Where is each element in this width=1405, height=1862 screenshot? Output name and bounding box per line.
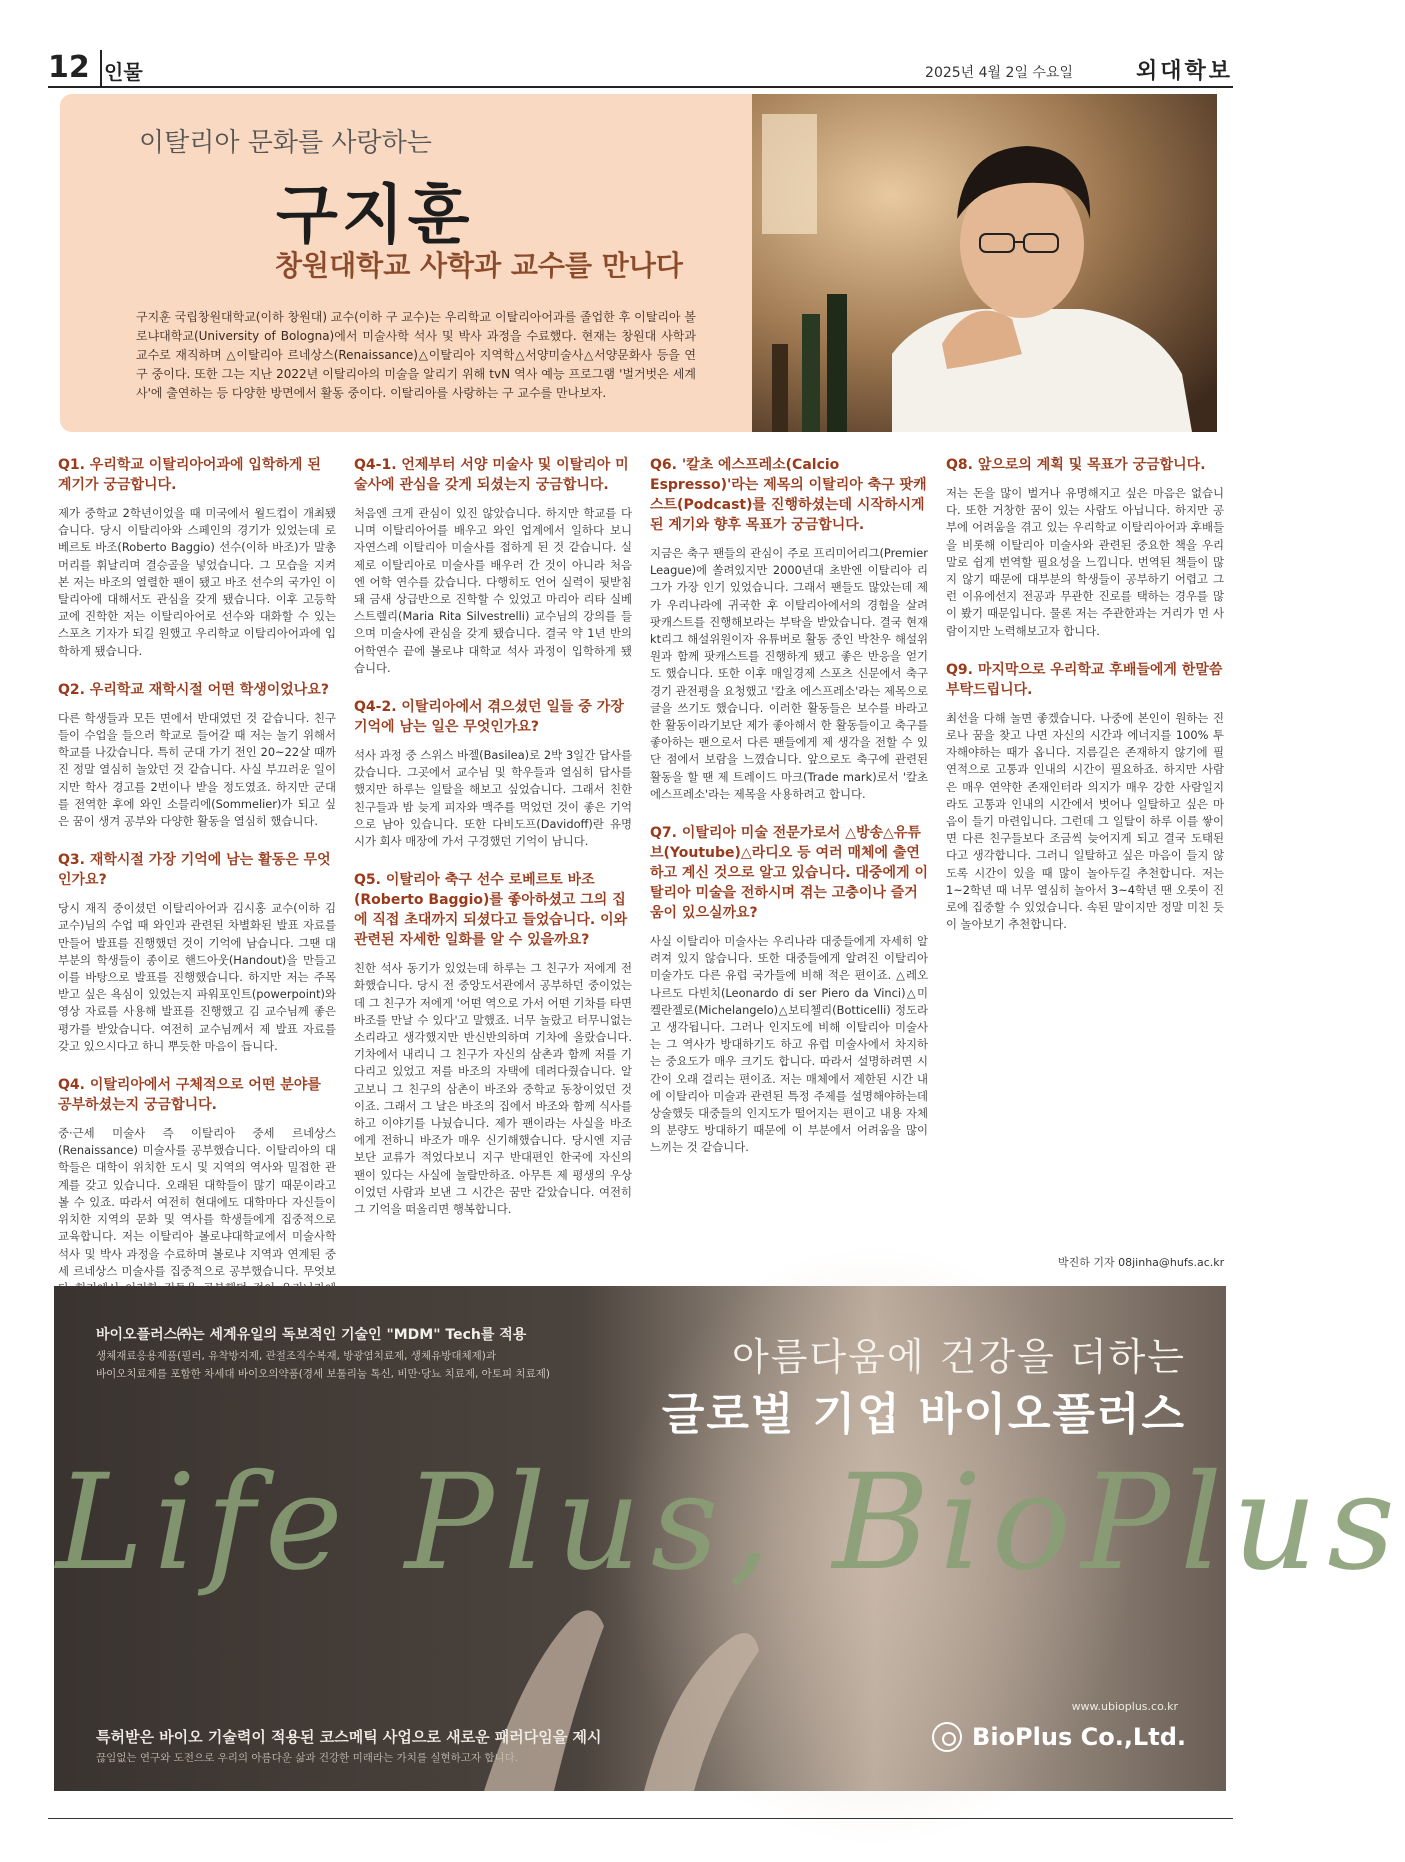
question: Q7. 이탈리아 미술 전문가로서 △방송△유튜브(Youtube)△라디오 등 여러 매체에 출연하고 계신 것으로 알고 있습니다. 대중에게 이탈리아 미술을 전하시며 겪는 고충이나 즐거움이 있으실까요? bbox=[650, 825, 928, 922]
bioplus-logo-icon bbox=[932, 1722, 962, 1752]
question: Q6. '칼초 에스프레소(Calcio Espresso)'라는 제목의 이탈리아 축구 팟캐스트(Podcast)를 진행하셨는데 시작하시게 된 계기와 향후 목표가 궁금합니다. bbox=[650, 457, 927, 533]
column-3 bbox=[650, 455, 928, 1260]
hero-name: 구지훈 bbox=[276, 179, 474, 253]
question: Q4-2. 이탈리아에서 겪으셨던 일들 중 가장 기억에 남는 일은 무엇인가요? bbox=[354, 699, 624, 736]
column-4 bbox=[946, 455, 1224, 1260]
issue-date: 2025년 4월 2일 수요일 bbox=[925, 65, 1073, 81]
hero-intro: 구지훈 국립창원대학교(이하 창원대) 교수(이하 구 교수)는 우리학교 이탈리아어과를 졸업한 후 이탈리아 볼로냐대학교(University of Bologna)에서 미술사학 석사 및 박사 과정을 수료했다. 현재는 창원대 사학과 교수로 재직하며 △이탈리아 르네상스(Renaissance)△이탈리아 지역학△서양미술사△서양문화사 등을 연구 중이다. 또한 그는 지난 2022년 이탈리아의 미술을 알리기 위해 tvN 역사 예능 프로그램 '벌거벗은 세계사'에 출연하는 등 다양한 방면에서 활동 중이다. 이탈리아를 사랑하는 구 교수를 만나보자. bbox=[136, 310, 696, 400]
portrait-photo bbox=[752, 94, 1217, 432]
ad-url: www.ubioplus.co.kr bbox=[1071, 1700, 1178, 1713]
page-header bbox=[48, 50, 1233, 88]
hero-banner bbox=[60, 94, 1217, 432]
answer: 중·근세 미술사 즉 이탈리아 중세 르네상스(Renaissance) 미술사를 공부했습니다. 이탈리아의 대학들은 대학이 위치한 도시 및 지역의 역사와 밀접한 관계를 갖고 있습니다. 오래된 대학들이 많기 때문이라고 볼 수 있죠. 따라서 여전히 현대에도 대학마다 자신들이 위치한 지역의 문화 및 역사를 학생들에게 집중적으로 교육합니다. 저는 이탈리아 볼로냐대학교에서 미술사학 석사 및 박사 과정을 수료하며 볼로냐 지역과 연계된 중세 르네상스 미술사를 집중적으로 공부했습니다. 무엇보 bbox=[58, 1126, 336, 1278]
question: Q4. 이탈리아에서 구체적으로 어떤 분야를 공부하셨는지 궁금합니다. bbox=[58, 1077, 321, 1114]
ad-bottom-headline: 특허받은 바이오 기술력이 적용된 코스메틱 사업으로 새로운 패러다임을 제시 bbox=[96, 1728, 602, 1746]
bottom-rule bbox=[48, 1818, 1233, 1819]
ad-products-2: 바이오치료제를 포함한 차세대 바이오의약품(경세 보툴리눔 톡신, 비만·당뇨 치료제, 아토피 치료제) bbox=[96, 1368, 550, 1380]
ad-products: 생체재료응용제품(필러, 유착방지제, 관절조직수복재, 방광염치료제, 생체유방대체제)과 bbox=[96, 1350, 497, 1362]
page-number: 12 bbox=[48, 50, 102, 86]
question: Q9. 마지막으로 우리학교 후배들에게 한말씀 부탁드립니다. bbox=[946, 661, 1223, 698]
question: Q5. 이탈리아 축구 선수 로베르토 바조(Roberto Baggio)를 좋아하셨고 그의 집에 직접 초대까지 되셨다고 들었습니다. 이와 관련된 자세한 일화를 알 수 있을까요? bbox=[354, 872, 628, 949]
question: Q2. 우리학교 재학시절 어떤 학생이었나요? bbox=[58, 681, 329, 698]
column-2 bbox=[354, 455, 632, 1260]
answer: 친한 석사 동기가 있었는데 하루는 그 친구가 저에게 전화했습니다. 당시 전 중앙도서관에서 공부하던 중이었는데 그 친구가 저에게 '어떤 역으로 가서 어떤 기차를 타면 바조를 만날 수 있다'고 말했죠. 너무 놀랐고 터무니없는 소리라고 생각했지만 반신반의하며 기차에 올랐습니다. 기차에서 내리니 그 친구가 자신의 삼촌과 함께 저를 기다리고 있었고 저를 바조의 자택에 데려다줬습니다. 알고보니 그 친구의 삼촌이 바조와 중학교 동창이었던 것이죠. 그래서 그 날은 바조의 집에서 바조와 함께 식사를 하고 이야기를 나눴습니다. 제가 팬이라는 사실을 바조에게 전하니 바조가 매우 신기해했습니다. 당시엔 지금보단 교류가 적었다보니 지구 반대편인 한국에 자신의 팬이 있다는 사실에 놀랄만하죠. 아무튼 제 평생의 우상이었던 사람과 보낸 그 시간은 꿈만 같았습니다. 여전히 그 기억을 떠올리면 행복합니다. bbox=[354, 961, 632, 1217]
hero-subtitle: 창원대학교 사학과 교수를 만나다 bbox=[275, 249, 683, 282]
ad-tagline: 바이오플러스㈜는 세계유일의 독보적인 기술인 "MDM" Tech를 적용 bbox=[96, 1327, 527, 1343]
answer: 다른 학생들과 모든 면에서 반대였던 것 같습니다. 친구들이 수업을 들으러 학교로 들어갈 때 저는 놀기 위해서 학교를 나갔습니다. 특히 군대 가기 전인 20~22살 때까진 정말 열심히 놀았던 것 같습니다. 사실 부끄러운 일이지만 학사 경고를 2번이나 받을 정도였죠. 하지만 군대를 전역한 후에 와인 소믈리에(Sommelier)가 되고 싶은 꿈이 생겨 공부와 다양한 활동을 열심히 했습니다. bbox=[58, 710, 336, 829]
question: Q8. 앞으로의 계획 및 목표가 궁금합니다. bbox=[946, 457, 1206, 473]
newspaper-name: 외대학보 bbox=[1135, 58, 1233, 84]
section-name: 인물 bbox=[104, 60, 143, 84]
answer: 저는 돈을 많이 벌거나 유명해지고 싶은 마음은 없습니다. 또한 거창한 꿈이 있는 사람도 아닙니다. 하지만 공부에 어려움을 겪고 있는 우리학교 이탈리아어과 후배들을 비롯해 이탈리아 미술사와 관련된 중요한 책을 우리말로 쉽게 번역할 필요성을 느낍니다. 번역된 책들이 많지 않기 때문에 대부분의 학생들이 공부하기 어렵고 그런 이유에선지 전공과 무관한 진로를 택하는 경우를 많이 봤기 때문입니다. 물론 저는 주관한과는 거리가 먼 사람이지만 노력해보고자 합니다. bbox=[946, 486, 1224, 638]
ad-headline-1: 아름다움에 건강을 더하는 bbox=[732, 1335, 1186, 1379]
question: Q1. 우리학교 이탈리아어과에 입학하게 된 계기가 궁금합니다. bbox=[58, 457, 321, 493]
ad-logo bbox=[932, 1722, 1186, 1752]
ad-headline-2: 글로벌 기업 바이오플러스 bbox=[661, 1389, 1186, 1440]
ad-logo-text: BioPlus Co.,Ltd. bbox=[972, 1723, 1186, 1751]
answer: 처음엔 크게 관심이 있진 않았습니다. 하지만 학교를 다니며 이탈리아어를 배우고 와인 업계에서 일하다 보니 자연스레 이탈리아 미술사를 접하게 된 것 같습니다. 실제로 이탈리아로 미술사를 배우러 간 것이 아니라 처음엔 어학 연수를 갔습니다. 다행히도 언어 실력이 뒷받침돼 금새 상급반으로 진학할 수 있었고 마리아 리타 실베스트렐리(Maria Rita Silvestrelli) 교수님의 강의를 들으며 미술사에 관심을 갖게 됐습니다. 결국 약 1년 반의 어학연수 끝에 볼로냐 대학교 석사 과정이 입학하게 됐습니다. bbox=[354, 506, 632, 675]
answer: 지금은 축구 팬들의 관심이 주로 프리미어리그(Premier League)에 쏠려있지만 2000년대 초반엔 이탈리아 리그가 가장 인기 있었습니다. 그래서 팬들도 많았는데 제가 우리나라에 귀국한 후 이탈리아에서의 경험을 살려 팟캐스트를 진행해보라는 부탁을 받았습니다. 결국 현재 kt리그 해설위원이자 유튜버로 활동 중인 박찬우 해설위원과 함께 팟캐스트를 진행하게 됐고 좋은 반응을 얻기도 했습니다. 또한 이후 매일경제 스포츠 신문에서 축구 경기 관전평을 요청했고 '칼초 에스프레소'라는 제목으로 글을 쓰기도 했습니다. 이러한 활동들은 보수를 바라고 한 활동이라기보단 제가 좋아해서 한 활동들이고 축구를 좋아하는 팬으로서 다른 팬들에게 제 생각을 전할 수 있단 점에서 보람을 느꼈습니다. 앞으로도 축구에 관련된 활동을 할 땐 제 트레이드 마크(Trade mark)로서 '칼초 에스프레소'라는 제목을 사용하려고 합니다. bbox=[650, 546, 928, 801]
question: Q4-1. 언제부터 서양 미술사 및 이탈리아 미술사에 관심을 갖게 되셨는지 궁금합니다. bbox=[354, 457, 629, 493]
hero-kicker: 이탈리아 문화를 사랑하는 bbox=[139, 128, 432, 158]
answer: 최선을 다해 놀면 좋겠습니다. 나중에 본인이 원하는 진로나 꿈을 찾고 나면 자신의 시간과 에너지를 100% 투자해야하는 때가 옵니다. 지름길은 존재하지 않기에 필연적으로 고통과 인내의 시간이 필요하죠. 하지만 사람은 매우 연약한 존재인터라 의지가 매우 강한 사람일지라도 고통과 인내의 시간에서 벗어나 일탈하고 싶은 마음이 들기 마련입니다. 그런데 그 일탈이 하루 이를 쌓이면 다른 친구들보다 조금씩 늦어지게 되고 결국 도태된다고 생각합니다. 그러니 일탈하고 싶은 마음이 들지 않도록 시간이 있을 때 많이 놀아두길 추천합니다. 저는 1~2학년 때 너무 열심히 놀아서 3~4학년 땐 오롯이 진로에 집중할 수 있었습니다. 속된 말이지만 정말 미친 듯이 놀아보기 추천합니다. bbox=[946, 710, 1224, 932]
bioplus-advertisement bbox=[54, 1286, 1405, 1791]
column-1 bbox=[58, 455, 336, 1278]
answer: 당시 재직 중이셨던 이탈리아어과 김시홍 교수(이하 김 교수)님의 수업 때 와인과 관련된 차별화된 발표 자료를 만들어 발표를 진행했던 것이 기억에 남습니다. 그땐 대부분의 학생들이 종이로 핸드아웃(Handout)을 만들고 이를 바탕으로 발표를 진행했습니다. 하지만 저는 주목 받고 싶은 욕심이 있었는지 파워포인트(powerpoint)와 영상 자료를 사용해 발표를 진행했고 김 교수님께 좋은 평가를 받았습니다. 여전히 교수님께서 제 발표 자료를 갖고 있으시다고 하니 뿌듯한 마음이 듭니다. bbox=[58, 901, 336, 1053]
answer: 석사 과정 중 스위스 바젤(Basilea)로 2박 3일간 답사를 갔습니다. 그곳에서 교수님 및 학우들과 열심히 답사를 했지만 하루는 일탈을 해보고 싶었습니다. 그래서 친한 친구들과 밤 늦게 피자와 맥주를 먹었던 것이 좋은 기억으로 남아 있습니다. 또한 다비도프(Davidoff)란 유명 시가 회사 매장에 가서 구경했던 기억이 남니다. bbox=[354, 748, 632, 849]
answer: 제가 중학교 2학년이었을 때 미국에서 월드컵이 개최됐습니다. 당시 이탈리아와 스페인의 경기가 있었는데 로베르토 바조(Roberto Baggio) 선수(이하 바조)가 말총머리를 휘날리며 결승골을 넣었습니다. 그 모습을 지켜본 저는 바조의 열렬한 팬이 됐고 바조 선수의 국가인 이탈리아에 대해서도 관심을 갖게 됐습니다. 이후 고등학교에 진학한 저는 이탈리아어로 선수와 대화할 수 있는 스포츠 기자가 되길 원했고 우리학교 이탈리아어과에 입학하게 됐습니다. bbox=[58, 506, 336, 658]
answer: 사실 이탈리아 미술사는 우리나라 대중들에게 자세히 알려져 있지 않습니다. 또한 대중들에게 알려진 이탈리아 미술가도 다른 유럽 국가들에 비해 적은 편이죠. △레오나르도 다빈치(Leonardo di ser Piero da Vinci)△미켈란젤로(Michelangelo)△보티첼리(Botticelli) 정도라고 생각됩니다. 그러나 인지도에 비해 이탈리아 미술사는 그 역사가 방대하기도 하고 유럽 미술사에서 차지하는 중요도가 매우 크기도 합니다. 따라서 설명하려면 시간이 오래 걸리는 편이죠. 저는 매체에서 제한된 시간 내에 이탈리아 미술과 관련된 특정 주제를 설명해야하는데 상술했듯 대중들의 인지도가 떨어지는 편이고 내용 자체의 분량도 방대하기 때문에 이 부분에서 어려움을 많이 느끼는 것 같습니다. bbox=[650, 934, 928, 1155]
ad-bottom-text: 끊임없는 연구와 도전으로 우리의 아름다운 삶과 건강한 미래라는 가치를 실현하고자 합니다. bbox=[96, 1752, 519, 1764]
ad-script-slogan: Life Plus, BioPlus bbox=[56, 1446, 1405, 1600]
reporter-byline: 박진하 기자 08jinha@hufs.ac.kr bbox=[1058, 1256, 1225, 1269]
question: Q3. 재학시절 가장 기억에 남는 활동은 무엇인가요? bbox=[58, 852, 331, 889]
